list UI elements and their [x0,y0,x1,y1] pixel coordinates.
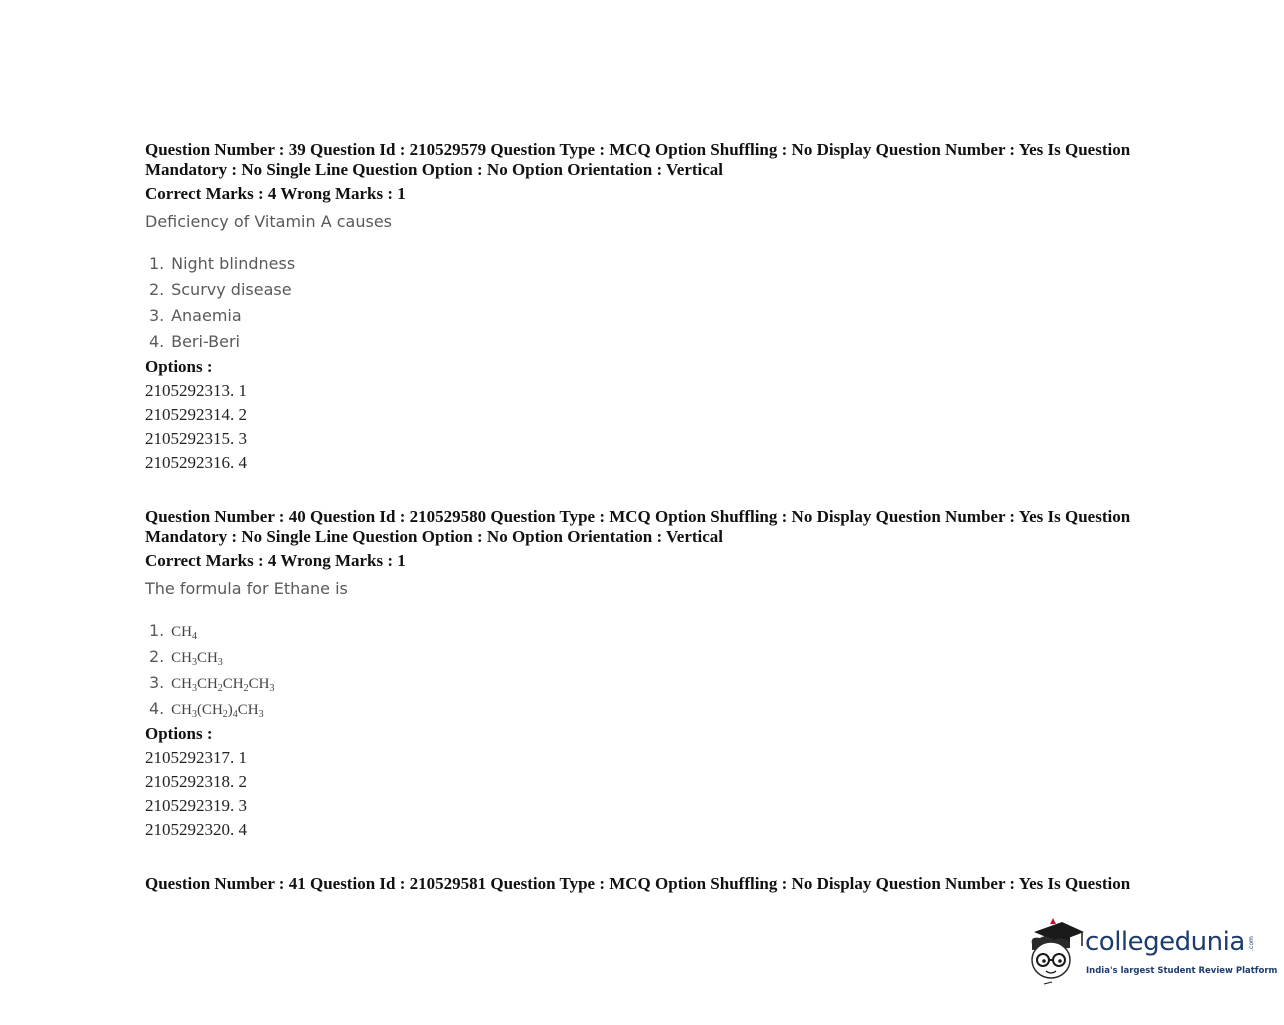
option-id-row: 2105292317. 1 [145,748,247,767]
choice-item [149,670,1165,696]
options-label: Options : [145,357,213,376]
choice-item [149,303,1165,329]
chemical-formula: $CH_4$ [171,624,197,642]
question-marks: Correct Marks : 4 Wrong Marks : 1 [145,184,406,203]
choice-label: Scurvy disease [171,280,292,299]
option-id-row: 2105292320. 4 [145,820,247,839]
choice-number: 2. [149,280,165,299]
choice-number: 4. [149,332,165,351]
question-meta-line-2: Mandatory : No Single Line Question Option : No Option Orientation : Vertical [145,160,724,179]
graduate-mascot-icon [1026,918,1086,988]
question-meta-line-1: Question Number : 41 Question Id : 210529581 Question Type : MCQ Option Shuffling : No Display Question Number : Yes Is Question [145,874,1131,893]
choice-item [149,277,1165,303]
collegedunia-logo [1026,918,1278,988]
question-meta-line-2: Mandatory : No Single Line Question Option : No Option Orientation : Vertical [145,527,724,546]
logo-suffix: .com [1247,936,1255,951]
question-41 [145,874,1165,894]
choice-list [145,251,1165,355]
options-label: Options : [145,724,213,743]
question-meta-line-1: Question Number : 40 Question Id : 210529580 Question Type : MCQ Option Shuffling : No Display Question Number : Yes Is Question [145,507,1131,526]
choice-item [149,618,1165,644]
choice-item [149,251,1165,277]
choice-number: 1. [149,254,165,273]
chemical-formula: $CH_3CH_3$ [171,650,223,668]
chemical-formula: $CH_3(CH_2)_4CH_3$ [171,702,264,720]
option-id-row: 2105292316. 4 [145,453,247,472]
question-text: The formula for Ethane is [145,579,348,598]
question-meta [145,874,1165,894]
choice-list [145,618,1165,722]
choice-item [149,329,1165,355]
logo-wordmark: collegedunia [1085,927,1245,957]
option-id-row: 2105292318. 2 [145,772,247,791]
question-39 [145,140,1165,475]
choice-number: 2. [149,647,165,666]
question-40 [145,507,1165,842]
question-text: Deficiency of Vitamin A causes [145,212,392,231]
logo-tagline: India's largest Student Review Platform [1086,966,1278,976]
question-marks: Correct Marks : 4 Wrong Marks : 1 [145,551,406,570]
choice-item [149,696,1165,722]
choice-label: Night blindness [171,254,296,273]
question-meta [145,507,1165,547]
choice-number: 3. [149,673,165,692]
choice-number: 4. [149,699,165,718]
chemical-formula: $CH_3CH_2CH_2CH_3$ [171,676,275,694]
choice-number: 1. [149,621,165,640]
option-id-row: 2105292315. 3 [145,429,247,448]
question-meta-line-1: Question Number : 39 Question Id : 210529579 Question Type : MCQ Option Shuffling : No Display Question Number : Yes Is Question [145,140,1131,159]
question-meta [145,140,1165,180]
option-id-row: 2105292313. 1 [145,381,247,400]
option-id-row: 2105292314. 2 [145,405,247,424]
choice-item [149,644,1165,670]
choice-label: Anaemia [171,306,242,325]
option-id-row: 2105292319. 3 [145,796,247,815]
choice-label: Beri-Beri [171,332,240,351]
choice-number: 3. [149,306,165,325]
